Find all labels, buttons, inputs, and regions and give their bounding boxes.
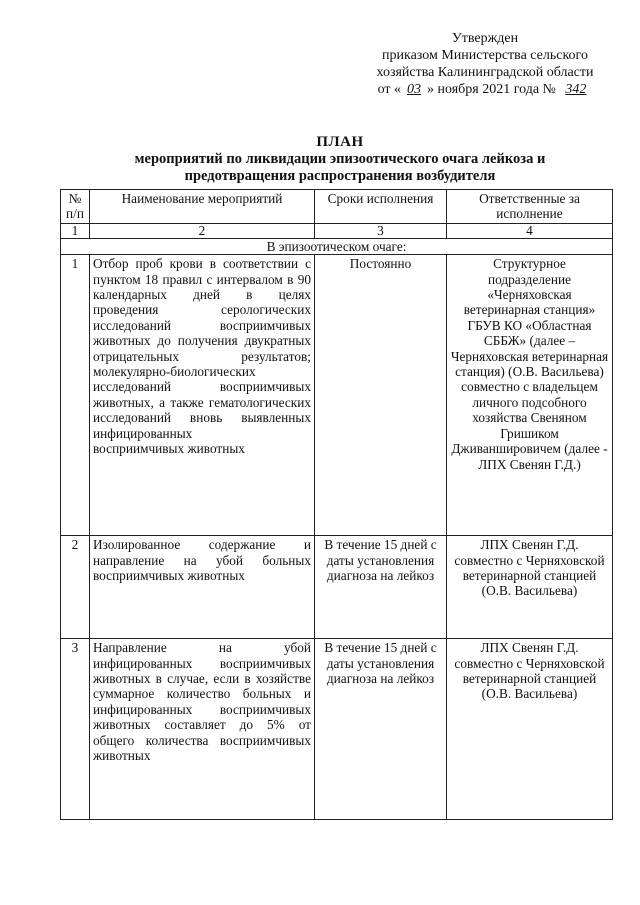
approval-date-line [360,81,610,98]
header-terms: Сроки исполнения [315,190,447,224]
section-row [61,238,613,254]
section-label: В эпизоотическом очаге: [61,238,613,254]
column-number-row [61,223,613,238]
header-num: № п/п [61,190,90,224]
row-terms: В течение 15 дней с даты установления диагноза на лейкоз [315,639,447,820]
column-number: 4 [447,223,613,238]
row-description [90,255,315,536]
row-num: 1 [61,255,90,536]
document-title [60,134,620,185]
row-description [90,639,315,820]
title-subtitle-1: мероприятий по ликвидации эпизоотического очага лейкоза и [134,151,546,167]
header-responsible: Ответственные за исполнение [447,190,613,224]
approval-date-prefix: от « [377,82,401,97]
row-num: 3 [61,639,90,820]
row-description-text: Отбор проб крови в соответствии с пунктом 18 правил с интервалом в 90 календарных дней в целях проведения серологических исследований восприимчивых животных до получения двукратных отрицательных результатов; молекулярно-биологических исследований восприимчивых животных, а также гематологических исследований вновь выявленных инфицированных [93,256,311,441]
row-description-text: Изолированное содержание и направление на убой больных [93,537,311,568]
table-row [61,639,613,820]
row-responsible: ЛПХ Свенян Г.Д. совместно с Черняховской ветеринарной станцией (О.В. Васильева) [447,536,613,639]
plan-table [60,189,613,820]
approval-line-1: Утвержден [451,31,519,46]
approval-stamp [360,30,610,98]
row-responsible: Структурное подразделение «Черняховская ветеринарная станция» ГБУВ КО «Областная СББЖ» (далее – Черняховская ветеринарная станция) (О.В. Васильева) совместно с владельцем личного подсобного хозяйства Свеняном Гришиком Дживаншировичем (далее - ЛПХ Свенян Г.Д.) [447,255,613,536]
row-responsible: ЛПХ Свенян Г.Д. совместно с Черняховской ветеринарной станцией (О.В. Васильева) [447,639,613,820]
header-name: Наименование мероприятий [90,190,315,224]
row-description-last: животных [93,748,151,764]
row-terms: В течение 15 дней с даты установления диагноза на лейкоз [315,536,447,639]
approval-date-suffix: » ноября 2021 года № [427,82,556,97]
row-description-last: восприимчивых животных [93,441,245,457]
table-row [61,536,613,639]
header-row [61,190,613,224]
table-row [61,255,613,536]
row-description-text: Направление на убой инфицированных восприимчивых животных в случае, если в хозяйстве суммарное количество больных и инфицированных восприимчивых животных составляет до 5% от общего количества восприимчивых [93,640,311,748]
approval-line-3: хозяйства Калининградской области [376,65,594,80]
approval-line-2: приказом Министерства сельского [382,48,588,63]
approval-number: 342 [565,82,587,97]
row-num: 2 [61,536,90,639]
column-number: 2 [90,223,315,238]
title-subtitle-2: предотвращения распространения возбудителя [184,168,496,184]
row-terms: Постоянно [315,255,447,536]
title-main: ПЛАН [316,134,364,150]
column-number: 3 [315,223,447,238]
column-number: 1 [61,223,90,238]
approval-day: 03 [407,82,421,97]
row-description [90,536,315,639]
row-description-last: восприимчивых животных [93,568,245,584]
